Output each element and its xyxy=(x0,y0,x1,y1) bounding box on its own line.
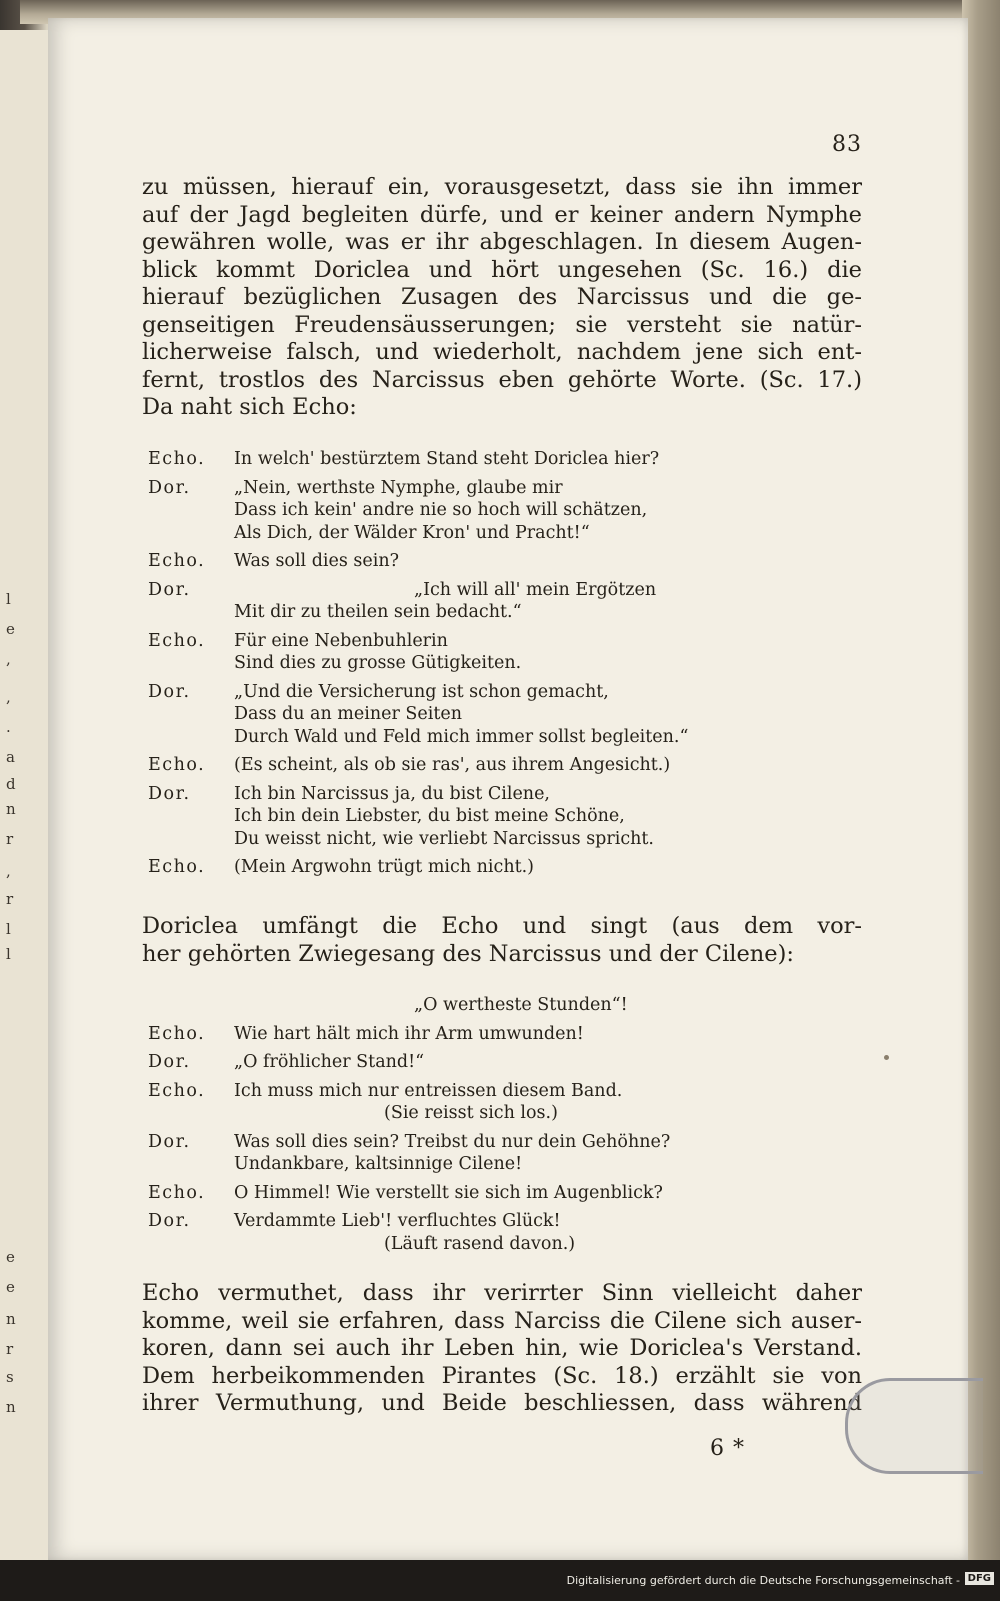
verse-line: Ich muss mich nur entreissen diesem Band. xyxy=(234,1080,623,1101)
speech xyxy=(148,1182,848,1205)
speaker-label: Echo. xyxy=(148,1023,206,1044)
speech xyxy=(148,681,848,749)
margin-char: d xyxy=(6,775,16,793)
left-page-sliver xyxy=(0,30,49,1560)
speaker-label: Echo. xyxy=(148,857,206,877)
speech xyxy=(148,1102,848,1125)
speech xyxy=(148,448,848,471)
margin-char: l xyxy=(6,945,11,963)
paragraph-1 xyxy=(142,174,862,422)
speaker-label: Dor. xyxy=(148,477,191,498)
speech xyxy=(148,994,848,1017)
verse-line: Dass ich kein' andre nie so hoch will schätzen, xyxy=(234,500,648,520)
verse-line: Ich bin Narcissus ja, du bist Cilene, xyxy=(234,783,550,804)
speech xyxy=(148,579,848,624)
margin-char: e xyxy=(6,620,15,638)
verse-line: Du weisst nicht, wie verliebt Narcissus spricht. xyxy=(234,828,654,849)
speech xyxy=(148,1210,848,1233)
margin-char: n xyxy=(6,1398,16,1416)
speaker-label: Echo. xyxy=(148,1080,206,1101)
dialogue-block-2 xyxy=(148,994,848,1261)
margin-char: n xyxy=(6,1310,16,1328)
funding-credit: Digitalisierung gefördert durch die Deutsche Forschungsgemeinschaft - xyxy=(566,1574,960,1587)
speech xyxy=(148,1131,848,1176)
text-line: genseitigen Freudensäusserungen; sie versteht sie natür- xyxy=(142,311,862,338)
speech xyxy=(148,1233,848,1256)
text-line: auf der Jagd begleiten dürfe, und er keiner andern Nymphe xyxy=(142,201,862,228)
text-line: licherweise falsch, und wiederholt, nachdem jene sich ent- xyxy=(142,339,862,365)
text-line: Echo vermuthet, dass ihr verirrter Sinn vielleicht daher xyxy=(142,1280,862,1306)
speech xyxy=(148,1080,848,1103)
text-line: Doriclea umfängt die Echo und singt (aus dem vor- xyxy=(142,913,862,939)
margin-char: r xyxy=(6,1340,14,1358)
margin-char: . xyxy=(6,718,11,736)
margin-char: l xyxy=(6,590,11,608)
margin-char: a xyxy=(6,748,15,766)
speaker-label: Echo. xyxy=(148,449,206,469)
page-clip xyxy=(845,1378,983,1474)
paragraph-2 xyxy=(142,913,862,968)
text-line: Dem herbeikommenden Pirantes (Sc. 18.) erzählt sie von xyxy=(142,1362,862,1389)
verse-line: „Nein, werthste Nymphe, glaube mir xyxy=(234,477,563,498)
text-line: koren, dann sei auch ihr Leben hin, wie Doriclea's Verstand. xyxy=(142,1335,862,1361)
speaker-label: Echo. xyxy=(148,551,206,571)
verse-line: „Und die Versicherung ist schon gemacht, xyxy=(234,681,609,702)
speech xyxy=(148,477,848,545)
speech xyxy=(148,630,848,675)
speaker-label: Dor. xyxy=(148,783,191,804)
speech xyxy=(148,754,848,777)
verse-line: Dass du an meiner Seiten xyxy=(234,704,462,724)
margin-char: n xyxy=(6,800,16,818)
verse-line: „O fröhlicher Stand!“ xyxy=(234,1052,425,1072)
ink-speck xyxy=(884,1055,889,1060)
text-line: fernt, trostlos des Narcissus eben gehörte Worte. (Sc. 17.) xyxy=(142,366,862,393)
verse-line: Ich bin dein Liebster, du bist meine Schöne, xyxy=(234,806,625,826)
verse-line: (Mein Argwohn trügt mich nicht.) xyxy=(234,857,535,877)
verse-line: Was soll dies sein? xyxy=(234,551,400,571)
verse-line: Mit dir zu theilen sein bedacht.“ xyxy=(234,602,522,622)
text-line: Da naht sich Echo: xyxy=(142,394,357,420)
speaker-label: Dor. xyxy=(148,579,191,600)
margin-char: , xyxy=(6,862,11,880)
verse-line: „O wertheste Stunden“! xyxy=(414,995,628,1015)
verse-line: Wie hart hält mich ihr Arm umwunden! xyxy=(234,1023,584,1044)
verse-line: (Es scheint, als ob sie ras', aus ihrem Angesicht.) xyxy=(234,755,671,775)
verse-line: Verdammte Lieb'! verfluchtes Glück! xyxy=(234,1211,561,1231)
speaker-label: Echo. xyxy=(148,1182,206,1203)
paragraph-3 xyxy=(142,1280,862,1418)
verse-line: „Ich will all' mein Ergötzen xyxy=(414,579,657,600)
margin-char: , xyxy=(6,650,11,668)
text-line: komme, weil sie erfahren, dass Narciss die Cilene sich auser- xyxy=(142,1307,862,1334)
stage-direction: (Läuft rasend davon.) xyxy=(384,1233,576,1254)
verse-line: O Himmel! Wie verstellt sie sich im Augenblick? xyxy=(234,1182,663,1203)
verse-line: Was soll dies sein? Treibst du nur dein Gehöhne? xyxy=(234,1131,671,1152)
verse-line: Sind dies zu grosse Gütigkeiten. xyxy=(234,653,522,673)
text-line: blick kommt Doriclea und hört ungesehen (Sc. 16.) die xyxy=(142,256,862,283)
verse-line: Undankbare, kaltsinnige Cilene! xyxy=(234,1154,523,1174)
text-line: zu müssen, hierauf ein, vorausgesetzt, dass sie ihn immer xyxy=(142,174,862,200)
speaker-label: Echo. xyxy=(148,630,206,651)
verse-line: In welch' bestürztem Stand steht Doriclea hier? xyxy=(234,449,660,469)
margin-char: r xyxy=(6,890,14,908)
speaker-label: Echo. xyxy=(148,755,206,775)
text-line: her gehörten Zwiegesang des Narcissus und der Cilene): xyxy=(142,940,794,967)
speaker-label: Dor. xyxy=(148,1211,191,1231)
speech xyxy=(148,1051,848,1074)
text-line: ihrer Vermuthung, und Beide beschliessen, dass während xyxy=(142,1390,862,1416)
margin-char: , xyxy=(6,688,11,706)
verse-line: Für eine Nebenbuhlerin xyxy=(234,630,448,651)
margin-char: e xyxy=(6,1278,15,1296)
signature-mark: 6 * xyxy=(710,1436,745,1461)
margin-char: e xyxy=(6,1248,15,1266)
margin-char: l xyxy=(6,920,11,938)
speech xyxy=(148,783,848,851)
speech xyxy=(148,856,848,879)
speech xyxy=(148,550,848,573)
verse-line: Durch Wald und Feld mich immer sollst begleiten.“ xyxy=(234,726,689,747)
dialogue-block-1 xyxy=(148,448,848,885)
stage-direction: (Sie reisst sich los.) xyxy=(384,1103,558,1123)
verse-line: Als Dich, der Wälder Kron' und Pracht!“ xyxy=(234,522,590,543)
footer-bar xyxy=(0,1562,1000,1601)
margin-char: r xyxy=(6,830,14,848)
text-line: gewähren wolle, was er ihr abgeschlagen. In diesem Augen- xyxy=(142,229,862,255)
text-line: hierauf bezüglichen Zusagen des Narcissus und die ge- xyxy=(142,284,862,310)
page-number: 83 xyxy=(832,132,862,157)
speaker-label: Dor. xyxy=(148,681,191,702)
speech xyxy=(148,1023,848,1046)
speaker-label: Dor. xyxy=(148,1131,191,1152)
margin-char: s xyxy=(6,1368,14,1386)
book-page xyxy=(48,18,968,1560)
dfg-logo: DFG xyxy=(965,1572,994,1585)
speaker-label: Dor. xyxy=(148,1052,191,1072)
